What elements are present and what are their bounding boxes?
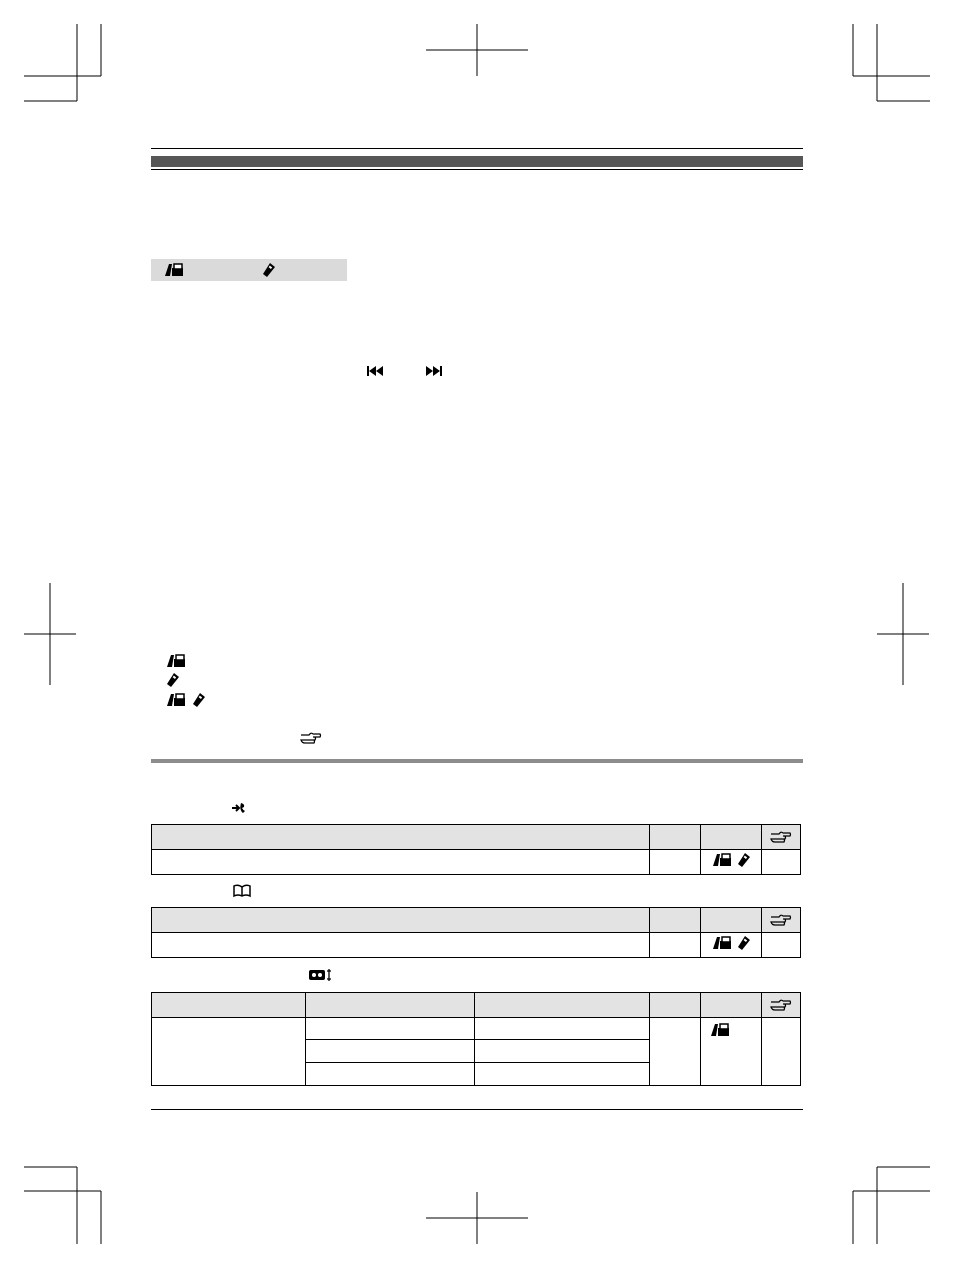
handset-icon [165,672,181,693]
base-unit-icon [165,653,187,674]
header-cell [761,993,800,1018]
header-cell [762,908,801,933]
header-cell [650,908,701,933]
table-cell [305,1018,475,1040]
table-cell [305,1063,475,1086]
header-underline [151,169,803,170]
table-cell [761,1018,800,1086]
base-unit-icon [711,935,733,956]
header-cell [701,908,762,933]
table-cell [701,1018,762,1086]
table-cell [701,933,762,958]
section-title-bar [151,156,803,167]
header-cell [650,993,701,1018]
skip-forward-icon [424,363,442,381]
header-cell [152,908,650,933]
legend-handset [165,672,181,693]
table-row [152,850,801,875]
table-header-row [152,908,801,933]
header-cell [762,825,801,850]
table-cell [305,1040,475,1063]
answering-system-table [151,992,801,1086]
table-cell [701,850,762,875]
table-cell [152,850,650,875]
header-cell [305,993,475,1018]
unit-label-pill [151,259,347,281]
header-cell [152,993,306,1018]
table-cell [762,933,801,958]
header-cell [701,993,762,1018]
base-unit-icon [709,1025,731,1042]
table-cell [762,850,801,875]
header-cell [475,993,650,1018]
handset-icon [191,692,207,713]
handset-icon [736,852,752,873]
table-header-row [152,825,801,850]
table-cell [475,1018,650,1040]
header-cell [650,825,701,850]
legend-both [165,692,207,713]
pointing-hand-icon [300,729,322,750]
table-row [152,933,801,958]
header-cell [701,825,762,850]
handset-icon [736,935,752,956]
table-cell [152,1018,306,1086]
footer-rule [151,1109,803,1110]
intercom-table [151,824,801,875]
base-unit-icon [165,692,187,713]
base-unit-icon [163,262,185,283]
legend-base-unit [165,653,187,674]
base-unit-icon [711,852,733,873]
table-cell [650,933,701,958]
phonebook-table [151,907,801,958]
skip-back-icon [367,363,385,381]
pointing-hand-icon [770,908,792,932]
pointing-hand-icon [770,993,792,1017]
intercom-icon [232,801,248,820]
table-row [152,1018,801,1040]
header-rule [151,148,803,149]
pointing-hand-icon [770,825,792,849]
table-cell [650,850,701,875]
table-cell [152,933,650,958]
table-cell [475,1063,650,1086]
phonebook-icon [233,884,251,903]
table-header-row [152,993,801,1018]
table-cell [650,1018,701,1086]
answering-system-icon [309,968,333,987]
header-cell [152,825,650,850]
section-separator [151,759,803,763]
table-cell [475,1040,650,1063]
handset-icon [261,262,277,283]
